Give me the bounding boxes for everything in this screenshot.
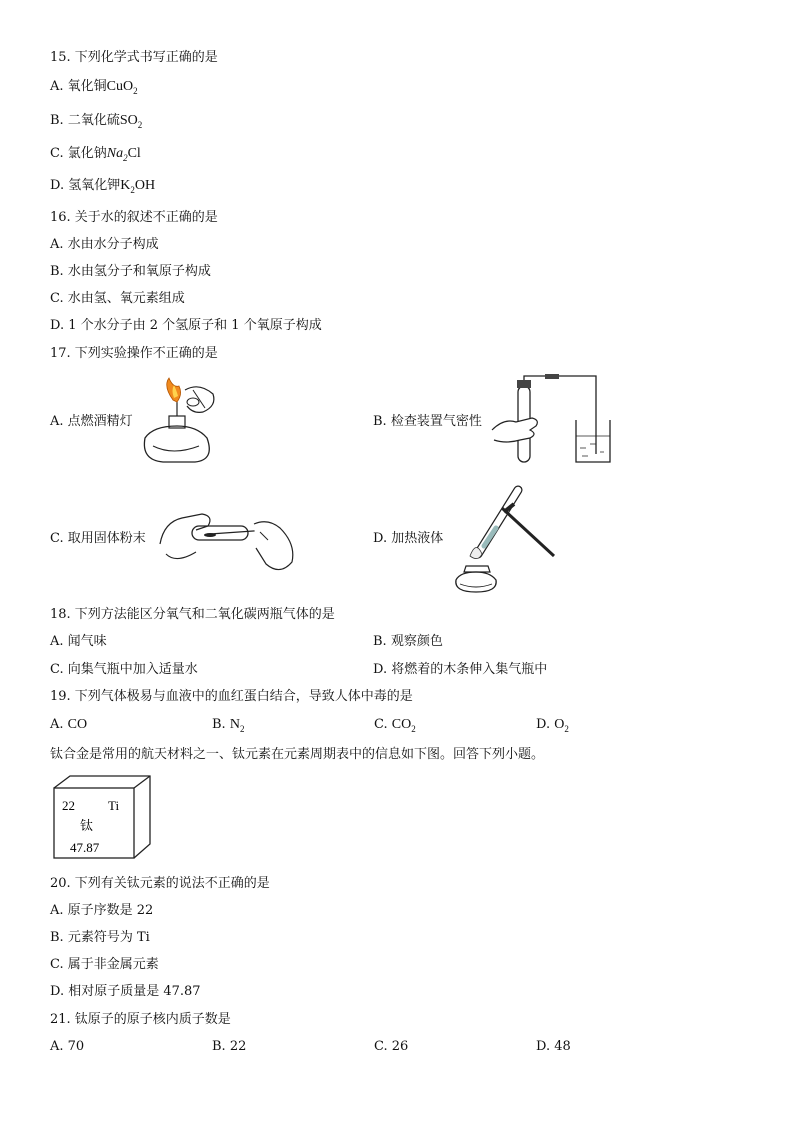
q16-option-c[interactable]: C. 水由氢、氧元素组成: [50, 291, 185, 306]
q15-a-formula: CuO$_2$: [106, 79, 138, 96]
element-atomic-number: 22: [62, 798, 75, 813]
q18-stem: 18. 下列方法能区分氧气和二氧化碳两瓶气体的是: [50, 607, 335, 622]
q19-option-d[interactable]: D. $O_2$: [536, 717, 569, 734]
q15-c-label: C. 氯化钠: [50, 146, 107, 161]
alcohol-lamp-lighting-illustration: [133, 376, 223, 466]
q15-b-label: B. 二氧化硫: [50, 113, 120, 128]
q15-stem: 15. 下列化学式书写正确的是: [50, 50, 218, 65]
q21-option-a[interactable]: A. 70: [50, 1039, 85, 1054]
q16-option-d[interactable]: D. 1 个水分子由 2 个氢原子和 1 个氧原子构成: [50, 318, 322, 333]
q15-a-label: A. 氧化铜: [50, 79, 107, 94]
q15-option-d[interactable]: [50, 178, 155, 198]
element-atomic-mass: 47.87: [70, 840, 100, 855]
q17-stem: 17. 下列实验操作不正确的是: [50, 346, 218, 361]
element-name: 钛: [80, 818, 94, 833]
q19-option-c[interactable]: C. $CO_2$: [374, 717, 416, 734]
q19-option-b[interactable]: B. $N_2$: [212, 717, 245, 734]
q16-option-b[interactable]: B. 水由氢分子和氧原子构成: [50, 264, 211, 279]
q20-option-a[interactable]: A. 原子序数是 22: [50, 903, 154, 918]
q17-option-b[interactable]: B. 检查装置气密性: [373, 414, 482, 429]
q15-c-formula: $Na_2Cl$: [106, 146, 141, 163]
airtightness-check-illustration: [490, 374, 615, 466]
q15-option-a[interactable]: [50, 79, 138, 99]
liquid-heating-illustration: [448, 484, 560, 594]
q16-stem: 16. 关于水的叙述不正确的是: [50, 210, 218, 225]
q21-option-c[interactable]: C. 26: [374, 1039, 409, 1054]
q21-option-b[interactable]: B. 22: [212, 1039, 247, 1054]
q15-option-c[interactable]: [50, 146, 141, 166]
q19-option-a[interactable]: A. CO: [50, 717, 88, 732]
q15-d-label: D. 氢氧化钾: [50, 178, 121, 193]
q18-option-a[interactable]: A. 闻气味: [50, 634, 107, 649]
q20-option-d[interactable]: D. 相对原子质量是 47.87: [50, 984, 201, 999]
q18-option-c[interactable]: C. 向集气瓶中加入适量水: [50, 662, 198, 677]
element-symbol: Ti: [108, 798, 120, 813]
q15-option-b[interactable]: [50, 113, 142, 133]
q21-stem: 21. 钛原子的原子核内质子数是: [50, 1012, 231, 1027]
q20-stem: 20. 下列有关钛元素的说法不正确的是: [50, 876, 270, 891]
q15-d-formula: $K_2OH$: [120, 178, 156, 195]
q15-b-formula: $SO_2$: [119, 113, 143, 130]
q17-option-d[interactable]: D. 加热液体: [373, 531, 444, 546]
q19-stem: 19. 下列气体极易与血液中的血红蛋白结合，导致人体中毒的是: [50, 689, 413, 704]
q21-option-d[interactable]: D. 48: [536, 1039, 571, 1054]
solid-powder-sampling-illustration: [156, 504, 304, 576]
q17-option-c[interactable]: C. 取用固体粉末: [50, 531, 146, 546]
q17-option-a[interactable]: A. 点燃酒精灯: [50, 414, 133, 429]
q18-option-b[interactable]: B. 观察颜色: [373, 634, 443, 649]
titanium-element-card: [50, 772, 154, 862]
q16-option-a[interactable]: A. 水由水分子构成: [50, 237, 159, 252]
titanium-intro: 钛合金是常用的航天材料之一、钛元素在元素周期表中的信息如下图。回答下列小题。: [50, 747, 545, 762]
q18-option-d[interactable]: D. 将燃着的木条伸入集气瓶中: [373, 662, 548, 677]
q20-option-c[interactable]: C. 属于非金属元素: [50, 957, 159, 972]
q20-option-b[interactable]: B. 元素符号为 Ti: [50, 930, 150, 945]
